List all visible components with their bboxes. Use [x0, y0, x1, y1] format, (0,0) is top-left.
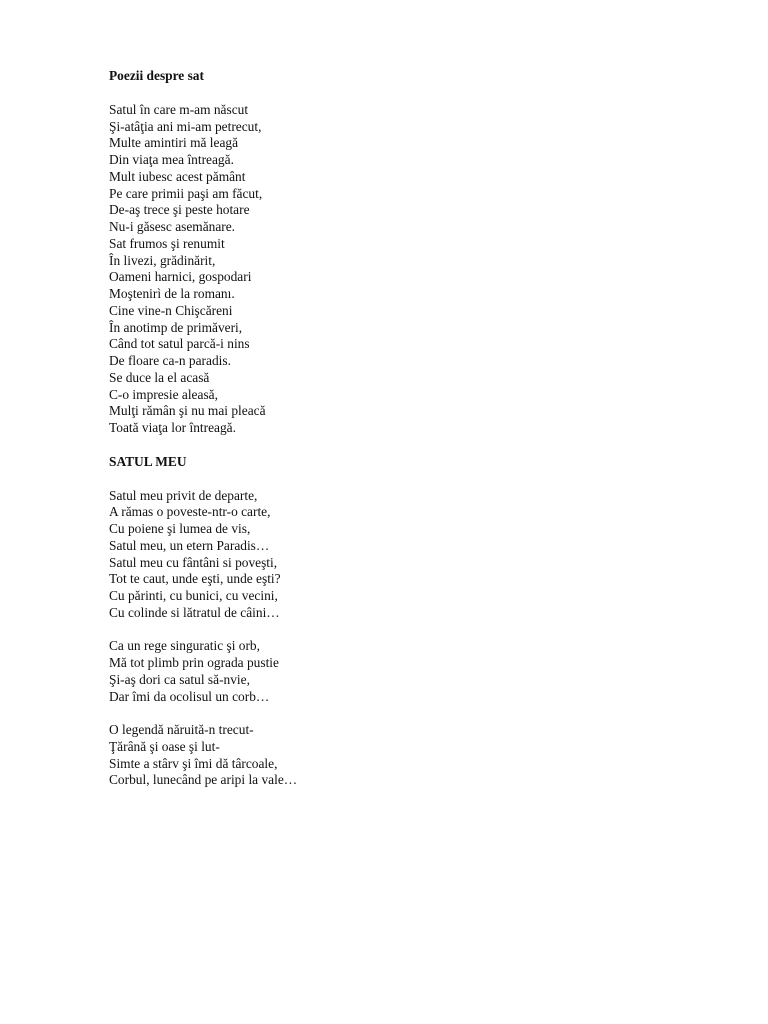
poem-line: Ca un rege singuratic şi orb, — [109, 638, 260, 654]
poem-line: Nu-i găsesc asemănare. — [109, 219, 236, 234]
poem-line: Cu colinde si lătratul de câini… — [109, 604, 280, 620]
poem-line: Mulţi rămân şi nu mai pleacă — [109, 403, 266, 419]
poem-line: Satul meu, un etern Paradis… — [109, 537, 270, 553]
poem-title: SATUL MEU — [109, 453, 187, 469]
poem-title: Poezii despre sat — [109, 68, 204, 83]
poem-line: În livezi, grădinărit, — [109, 252, 216, 268]
poem-line: Multe amintiri mă leagă — [109, 135, 239, 151]
poem-line: Satul în care m-am născut — [109, 101, 249, 117]
poem-line: Satul meu cu fântâni si poveşti, — [109, 554, 278, 570]
poem-line: Moştenirì de la romanı. — [109, 286, 235, 301]
poem-line: Toată viaţa lor întreagă. — [109, 420, 236, 435]
poem-line: C-o impresie aleasă, — [109, 386, 218, 402]
poem-line: Satul meu privit de departe, — [109, 487, 258, 503]
stanza — [109, 638, 729, 705]
stanza — [109, 722, 729, 789]
poem-line: Cine vine-n Chişcăreni — [109, 302, 233, 318]
poem-line: Cu poiene şi lumea de vis, — [109, 521, 251, 536]
poem-line: Se duce la el acasă — [109, 369, 210, 385]
poem-line: Când tot satul parcă-i nins — [109, 336, 250, 352]
poem-line: Tot te caut, unde eşti, unde eşti? — [109, 571, 281, 587]
poem-content — [109, 68, 729, 789]
poem-line: A rămas o poveste-ntr-o carte, — [109, 504, 271, 520]
poem-line: Pe care primii paşi am făcut, — [109, 185, 263, 201]
poem-line: Sat frumos şi renumit — [109, 235, 225, 251]
poem-line: Mă tot plimb prin ograda pustie — [109, 655, 279, 670]
poem-line: De-aş trece şi peste hotare — [109, 202, 250, 218]
poem-line: Dar îmi da ocolisul un corb… — [109, 688, 270, 704]
stanza — [109, 488, 729, 622]
poem-line: Din viaţa mea întreagă. — [109, 152, 234, 167]
poem-line: Ţărână şi oase şi lut- — [109, 738, 220, 754]
poem-line: Simte a stârv şi îmi dă târcoale, — [109, 755, 278, 771]
poem-line: Oameni harnici, gospodari — [109, 269, 252, 285]
poem-line: Cu părinti, cu bunici, cu vecini, — [109, 588, 278, 603]
poem-line: În anotimp de primăveri, — [109, 319, 243, 335]
poem1-body — [109, 102, 729, 437]
poem-line: Şi-aş dori ca satul să-nvie, — [109, 671, 250, 687]
poem-line: O legendă năruită-n trecut- — [109, 722, 254, 737]
poem-line: Mult iubesc acest pământ — [109, 168, 246, 184]
poem-line: Şi-atâţia ani mi-am petrecut, — [109, 118, 262, 134]
poem-line: De floare ca-n paradis. — [109, 353, 231, 368]
poem-line: Corbul, lunecând pe aripi la vale… — [109, 772, 298, 788]
